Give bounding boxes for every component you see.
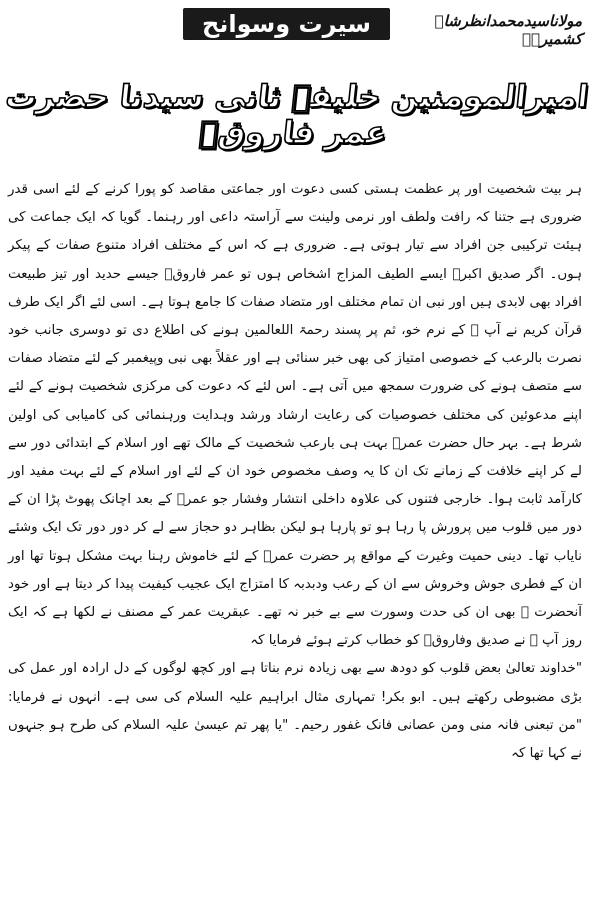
body-paragraph: ہر بیت شخصیت اور پر عظمت ہستی کسی دعوت اور جماعتی مقاصد کو پورا کرنے کے لئے اسی قدر ضروری ہے جتنا کہ رافت ولطف اور نرمی ولینت سے آراستہ داعی اور رہنما۔ گویا کہ ایک جماعت کی ہیئت ترکیبی جن افراد سے تیار ہوتی ہے۔ ضروری ہے کہ اس کے مختلف افراد متنوع صفات کے پیکر ہوں۔ اگر صدیق اکبرؓ ایسے الطیف المزاج اشخاص ہوں تو عمر فاروقؓ جیسے حدید اور تیز طبیعت افراد بھی لابدی ہیں اور نبی ان تمام مختلف اور متضاد صفات کا جامع ہوتا ہے۔ اسی لئے اگر ایک طرف قرآن کریم نے آپ ﷺ کے نرم خو، ثم پر پسند رحمۃ اللعالمین ہونے کی اطلاع دی تو دوسری جانب خود نصرت بالرعب کے خصوصی امتیاز کی بھی خبر سنائی ہے اور عقلاً بھی نبی وپیغمبر کے لئے متضاد صفات سے متصف ہونے کی ضرورت سمجھ میں آتی ہے۔ اس لئے کہ دعوت کی مرکزی شخصیت ہونے کے لئے اپنے مدعوئین کی مختلف خصوصیات کی رعایت ارشاد ورشد وہدایت ورہنمائی کی کامیابی کی اولین شرط ہے۔ بہر حال حضرت عمرؓ بہت ہی بارعب شخصیت کے مالک تھے اور اسلام کے ابتدائی دور سے لے کر اپنے خلافت کے زمانے تک ان کا یہ وصف مخصوص خود ان کے لئے اور اسلام کے لئے بہت مفید اور کارآمد ثابت ہوا۔ خارجی فتنوں کی علاوہ داخلی انتشار وفشار جو عمرؓ کے بعد اچانک پھوٹ پڑا ان کے دور میں قلوب میں پرورش پا رہا ہو تو پارہا ہو لیکن بظاہر دو حجاز سے لے کر دور دور تک ایک وشئے نایاب تھا۔ دینی حمیت وغیرت کے مواقع پر حضرت عمرؓ کے لئے خاموش رہنا بہت مشکل ہوتا تھا اور ان کے فطری جوش وخروش سے ان کے رعب ودبدبہ کا امتزاج ایک عجیب کیفیت پیدا کر دیتا ہے اور خود آنحضرت ﷺ بھی ان کی حدت وسورت سے بے خبر نہ تھے۔ عبقریت عمر کے مصنف نے لکھا ہے کہ ایک روز آپ ﷺ نے صدیق وفاروقؓ کو خطاب کرتے ہوئے فرمایا کہ [8, 182, 582, 649]
article-body [8, 176, 582, 768]
page-header [0, 6, 590, 46]
article-title-block [0, 80, 590, 150]
section-tab: سیرت وسوانح [183, 8, 390, 40]
body-quote: "خداوند تعالیٰ بعض قلوب کو دودھ سے بھی زیادہ نرم بناتا ہے اور کچھ لوگوں کے دل ارادہ اور عمل کی بڑی مضبوطی رکھتے ہیں۔ ابو بکر! تمہاری مثال ابراہیم علیہ السلام کی سی ہے۔ انہوں نے فرمایا: "من تبعنی فانہ منی ومن عصانی فانک غفور رحیم۔ "یا پھر تم عیسیٰ علیہ السلام کی طرح ہو جنہوں نے کہا تھا کہ [8, 661, 582, 762]
article-title: امیرالمومنین خلیفہ ثانی سیدنا حضرت عمر فاروقؓ [3, 79, 590, 151]
author-name: مولاناسیدمحمدانظرشاہ کشمیریؒ [434, 12, 582, 48]
